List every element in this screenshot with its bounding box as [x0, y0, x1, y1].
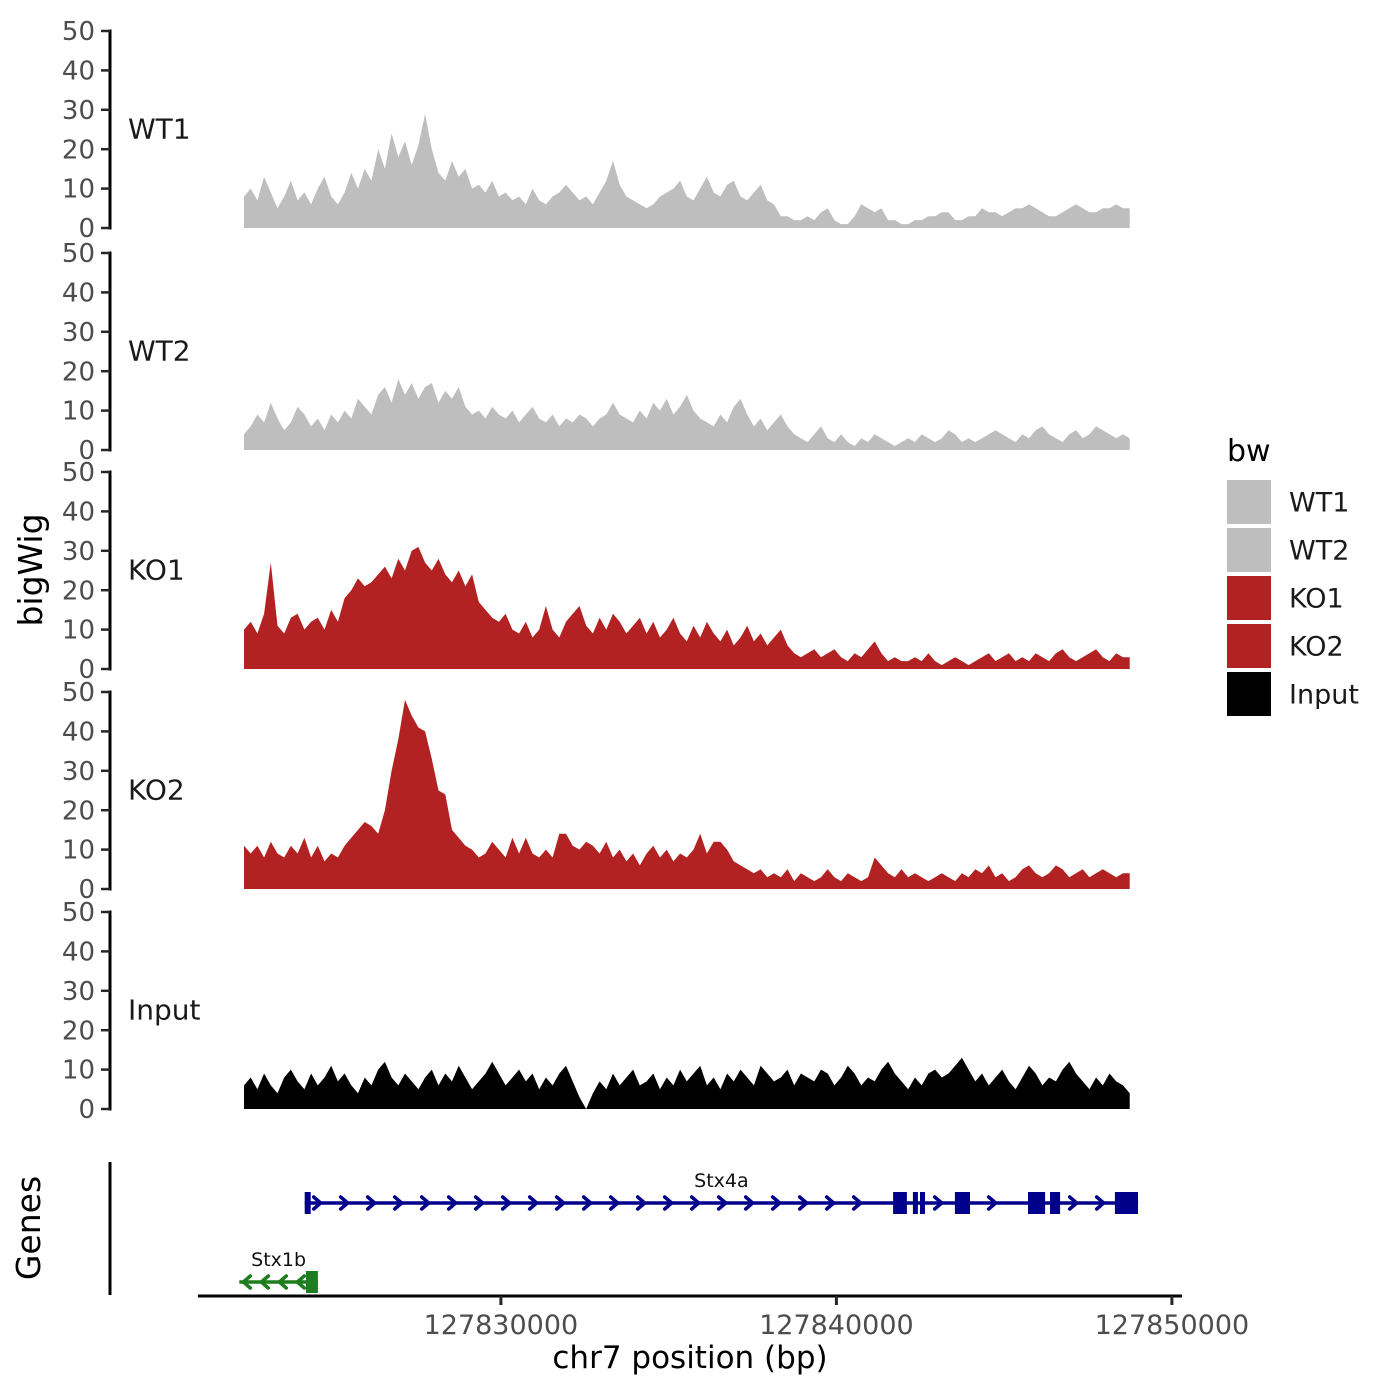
track-label-KO1: KO1 [128, 553, 185, 587]
panel-Input [62, 898, 1130, 1125]
exon-box [1050, 1192, 1060, 1214]
y-tick-label: 20 [61, 357, 95, 388]
coverage-area-KO2 [244, 700, 1130, 889]
y-tick-label: 10 [61, 174, 95, 205]
legend [1227, 434, 1359, 716]
y-tick-label: 0 [78, 1095, 95, 1126]
gene-Stx4a [305, 1170, 1138, 1214]
y-tick-label: 0 [78, 875, 95, 906]
y-tick-label: 20 [61, 796, 95, 827]
legend-label-KO2: KO2 [1289, 631, 1344, 663]
y-axis-title: bigWig [11, 513, 50, 627]
y-tick-label: 10 [61, 615, 95, 646]
y-tick-label: 50 [61, 239, 95, 270]
gene-label-Stx1b: Stx1b [251, 1249, 307, 1271]
panel-KO2 [62, 678, 1130, 905]
legend-key-KO1 [1227, 576, 1271, 620]
legend-title: bw [1227, 434, 1271, 469]
legend-key-WT2 [1227, 528, 1271, 572]
gene-label-Stx4a: Stx4a [694, 1170, 749, 1192]
legend-label-KO1: KO1 [1289, 583, 1344, 615]
y-tick-label: 20 [61, 135, 95, 166]
legend-key-KO2 [1227, 624, 1271, 668]
coverage-area-KO1 [244, 547, 1130, 669]
y-tick-label: 40 [61, 56, 95, 87]
legend-key-Input [1227, 672, 1271, 716]
genes-panel [110, 1162, 1138, 1295]
exon-box [920, 1192, 925, 1214]
y-tick-label: 50 [61, 17, 95, 48]
y-tick-label: 30 [61, 976, 95, 1007]
y-tick-label: 30 [61, 536, 95, 567]
track-label-WT1: WT1 [128, 112, 191, 146]
y-tick-label: 30 [61, 756, 95, 787]
y-tick-label: 20 [61, 576, 95, 607]
legend-key-WT1 [1227, 480, 1271, 524]
y-tick-label: 40 [61, 937, 95, 968]
y-tick-label: 10 [61, 396, 95, 427]
x-tick-label: 127850000 [1094, 1310, 1250, 1341]
coverage-area-WT2 [244, 379, 1130, 450]
exon-box [893, 1192, 907, 1214]
y-tick-label: 10 [61, 1055, 95, 1086]
x-tick-label: 127830000 [423, 1310, 579, 1341]
y-tick-label: 20 [61, 1016, 95, 1047]
panel-WT2 [62, 239, 1130, 466]
coverage-area-Input [244, 1058, 1130, 1109]
exon-box [305, 1192, 311, 1214]
y-tick-label: 0 [78, 436, 95, 467]
y-tick-label: 40 [61, 278, 95, 309]
x-axis-title: chr7 position (bp) [552, 1340, 828, 1376]
track-label-Input: Input [128, 993, 201, 1027]
legend-label-Input: Input [1289, 679, 1359, 711]
panel-KO1 [62, 458, 1130, 685]
track-label-WT2: WT2 [128, 334, 191, 368]
track-label-KO2: KO2 [128, 773, 185, 807]
panel-WT1 [62, 17, 1130, 244]
exon-box [955, 1192, 970, 1214]
y-tick-label: 40 [61, 497, 95, 528]
x-axis [198, 1296, 1249, 1341]
legend-label-WT1: WT1 [1289, 487, 1350, 519]
legend-label-WT2: WT2 [1289, 535, 1350, 567]
coverage-area-WT1 [244, 114, 1130, 228]
y-tick-label: 50 [61, 458, 95, 489]
y-tick-label: 0 [78, 214, 95, 245]
y-tick-label: 10 [61, 835, 95, 866]
x-tick-label: 127840000 [759, 1310, 914, 1341]
y-tick-label: 0 [78, 655, 95, 686]
y-tick-label: 30 [61, 317, 95, 348]
y-tick-label: 30 [61, 95, 95, 126]
exon-box [1115, 1192, 1138, 1214]
genes-axis-title: Genes [9, 1175, 48, 1281]
exon-box [306, 1271, 318, 1293]
y-tick-label: 50 [61, 898, 95, 929]
exon-box [913, 1192, 918, 1214]
exon-box [1028, 1192, 1045, 1214]
y-tick-label: 40 [61, 717, 95, 748]
y-tick-label: 50 [61, 678, 95, 709]
gene-Stx1b [239, 1249, 318, 1293]
